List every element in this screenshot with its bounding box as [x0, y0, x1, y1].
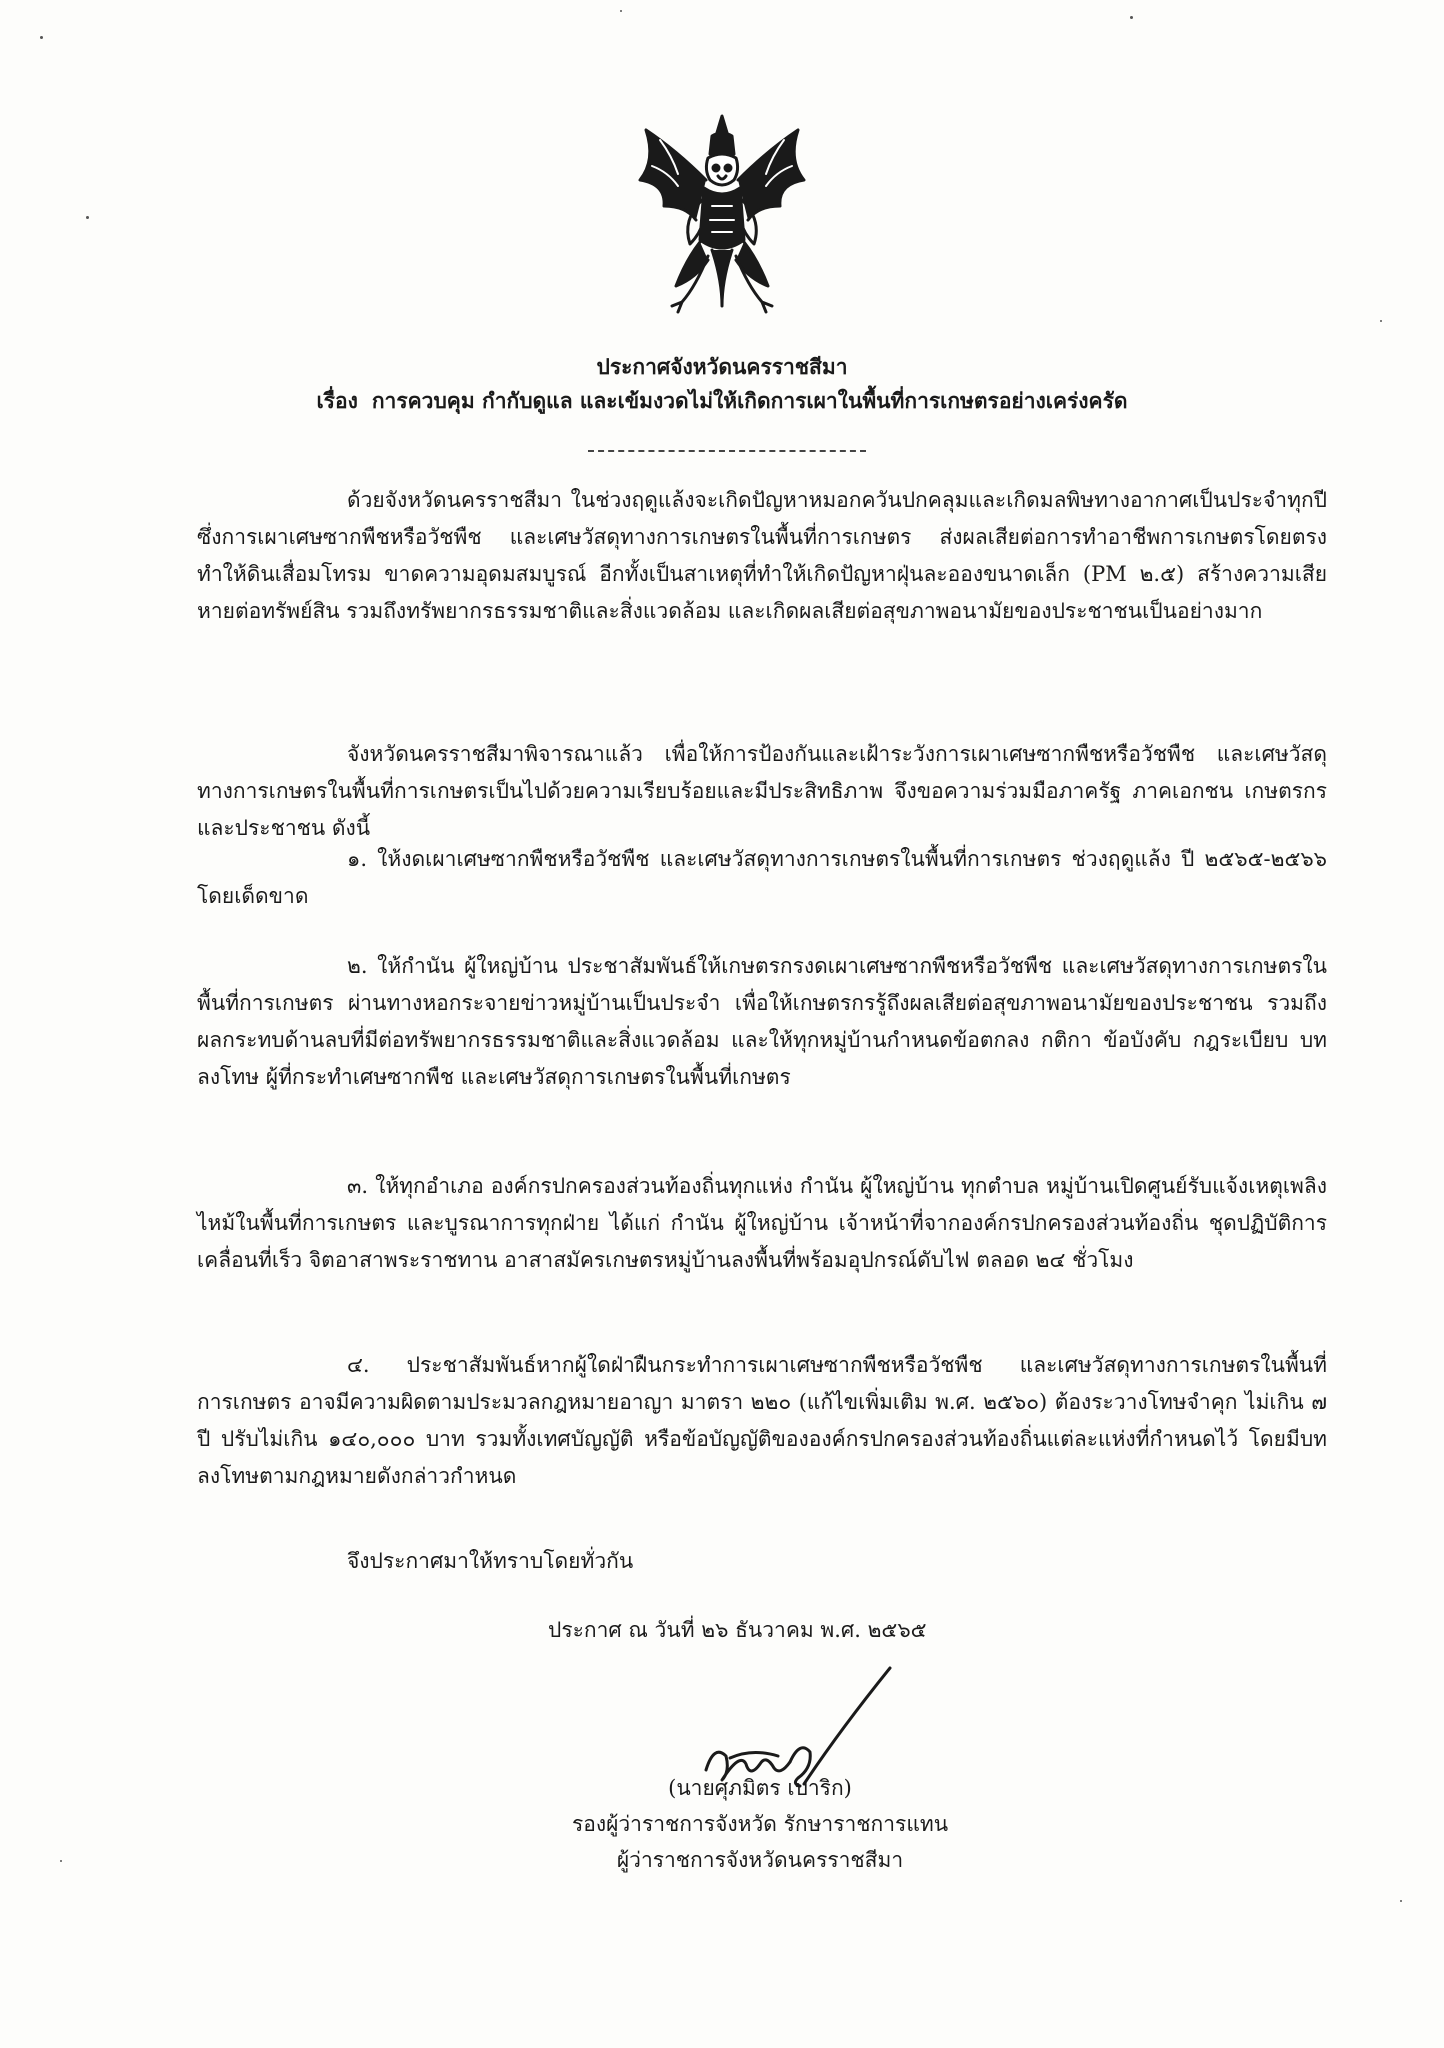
scan-speck: [40, 36, 43, 39]
measure-item: ๑. ให้งดเผาเศษซากพืชหรือวัชพืช และเศษวัสดุทางการเกษตรในพื้นที่การเกษตร ช่วงฤดูแล้ง ปี ๒๕๖๕-๒๕๖๖ โดยเด็ดขาด: [197, 847, 1327, 908]
measure-item: ๔. ประชาสัมพันธ์หากผู้ใดฝ่าฝืนกระทำการเผาเศษซากพืชหรือวัชพืช และเศษวัสดุทางการเกษตรในพื้นที่การเกษตร อาจมีความผิดตามประมวลกฎหมายอาญา มาตรา ๒๒๐ (แก้ไขเพิ่มเติม พ.ศ. ๒๕๖๐) ต้องระวางโทษจำคุก ไม่เกิน ๗ ปี ปรับไม่เกิน ๑๔๐,๐๐๐ บาท รวมทั้งเทศบัญญัติ หรือข้อบัญญัติขององค์กรปกครองส่วนท้องถิ่นแต่ละแห่งที่กำหนดไว้ โดยมีบทลงโทษตามกฎหมายดังกล่าวกำหนด: [197, 1353, 1327, 1488]
body-paragraph: ด้วยจังหวัดนครราชสีมา ในช่วงฤดูแล้งจะเกิดปัญหาหมอกควันปกคลุมและเกิดมลพิษทางอากาศเป็นประจำทุกปี ซึ่งการเผาเศษซากพืชหรือวัชพืช และเศษวัสดุทางการเกษตรในพื้นที่การเกษตร ส่งผลเสียต่อการทำอาชีพการเกษตรโดยตรง ทำให้ดินเสื่อมโทรม ขาดความอุดมสมบูรณ์ อีกทั้งเป็นสาเหตุที่ทำให้เกิดปัญหาฝุ่นละอองขนาดเล็ก (PM ๒.๕) สร้างความเสียหายต่อทรัพย์สิน รวมถึงทรัพยากรธรรมชาติและสิ่งแวดล้อม และเกิดผลเสียต่อสุขภาพอนามัยของประชาชนเป็นอย่างมาก: [197, 488, 1327, 623]
signatory-position: รองผู้ว่าราชการจังหวัด รักษาราชการแทน: [571, 1812, 949, 1836]
scan-speck: [60, 1860, 62, 1862]
signature-block: [540, 1770, 980, 1878]
announcement-subject: [0, 386, 1444, 416]
scan-speck: [1130, 16, 1133, 19]
body-paragraph: จังหวัดนครราชสีมาพิจารณาแล้ว เพื่อให้การป้องกันและเฝ้าระวังการเผาเศษซากพืชหรือวัชพืช และเศษวัสดุทางการเกษตรในพื้นที่การเกษตรเป็นไปด้วยความเรียบร้อยและมีประสิทธิภาพ จึงขอความร่วมมือภาครัฐ ภาคเอกชน เกษตรกร และประชาชน ดังนี้: [197, 742, 1327, 840]
subject-text: การควบคุม กำกับดูแล และเข้มงวดไม่ให้เกิดการเผาในพื้นที่การเกษตรอย่างเคร่งครัด: [371, 388, 1128, 413]
subject-label: เรื่อง: [316, 388, 358, 413]
closing-statement: จึงประกาศมาให้ทราบโดยทั่วกัน: [347, 1549, 634, 1573]
signatory-position: ผู้ว่าราชการจังหวัดนครราชสีมา: [616, 1848, 904, 1872]
measure-item: ๒. ให้กำนัน ผู้ใหญ่บ้าน ประชาสัมพันธ์ให้เกษตรกรงดเผาเศษซากพืชหรือวัชพืช และเศษวัสดุทางการเกษตรในพื้นที่การเกษตร ผ่านทางหอกระจายข่าวหมู่บ้านเป็นประจำ เพื่อให้เกษตรกรรู้ถึงผลเสียต่อสุขภาพอนามัยของประชาชน รวมถึงผลกระทบด้านลบที่มีต่อทรัพยากรธรรมชาติและสิ่งแวดล้อม และให้ทุกหมู่บ้านกำหนดข้อตกลง กติกา ข้อบังคับ กฎระเบียบ บทลงโทษ ผู้ที่กระทำเศษซากพืช และเศษวัสดุการเกษตรในพื้นที่เกษตร: [197, 954, 1327, 1089]
scan-speck: [620, 10, 622, 12]
scan-speck: [1400, 1900, 1402, 1902]
garuda-emblem: [616, 110, 828, 322]
title-divider: [588, 450, 866, 452]
announcement-date: ประกาศ ณ วันที่ ๒๖ ธันวาคม พ.ศ. ๒๕๖๕: [548, 1618, 927, 1642]
scan-speck: [1380, 320, 1382, 322]
scan-speck: [86, 216, 89, 219]
announcement-title: ประกาศจังหวัดนครราชสีมา: [596, 354, 848, 379]
signatory-name: (นายศุภมิตร เปาริก): [668, 1776, 852, 1800]
measure-item: ๓. ให้ทุกอำเภอ องค์กรปกครองส่วนท้องถิ่นทุกแห่ง กำนัน ผู้ใหญ่บ้าน ทุกตำบล หมู่บ้านเปิดศูนย์รับแจ้งเหตุเพลิงไหม้ในพื้นที่การเกษตร และบูรณาการทุกฝ่าย ได้แก่ กำนัน ผู้ใหญ่บ้าน เจ้าหน้าที่จากองค์กรปกครองส่วนท้องถิ่น ชุดปฏิบัติการเคลื่อนที่เร็ว จิตอาสาพระราชทาน อาสาสมัครเกษตรหมู่บ้านลงพื้นที่พร้อมอุปกรณ์ดับไฟ ตลอด ๒๔ ชั่วโมง: [197, 1174, 1327, 1272]
